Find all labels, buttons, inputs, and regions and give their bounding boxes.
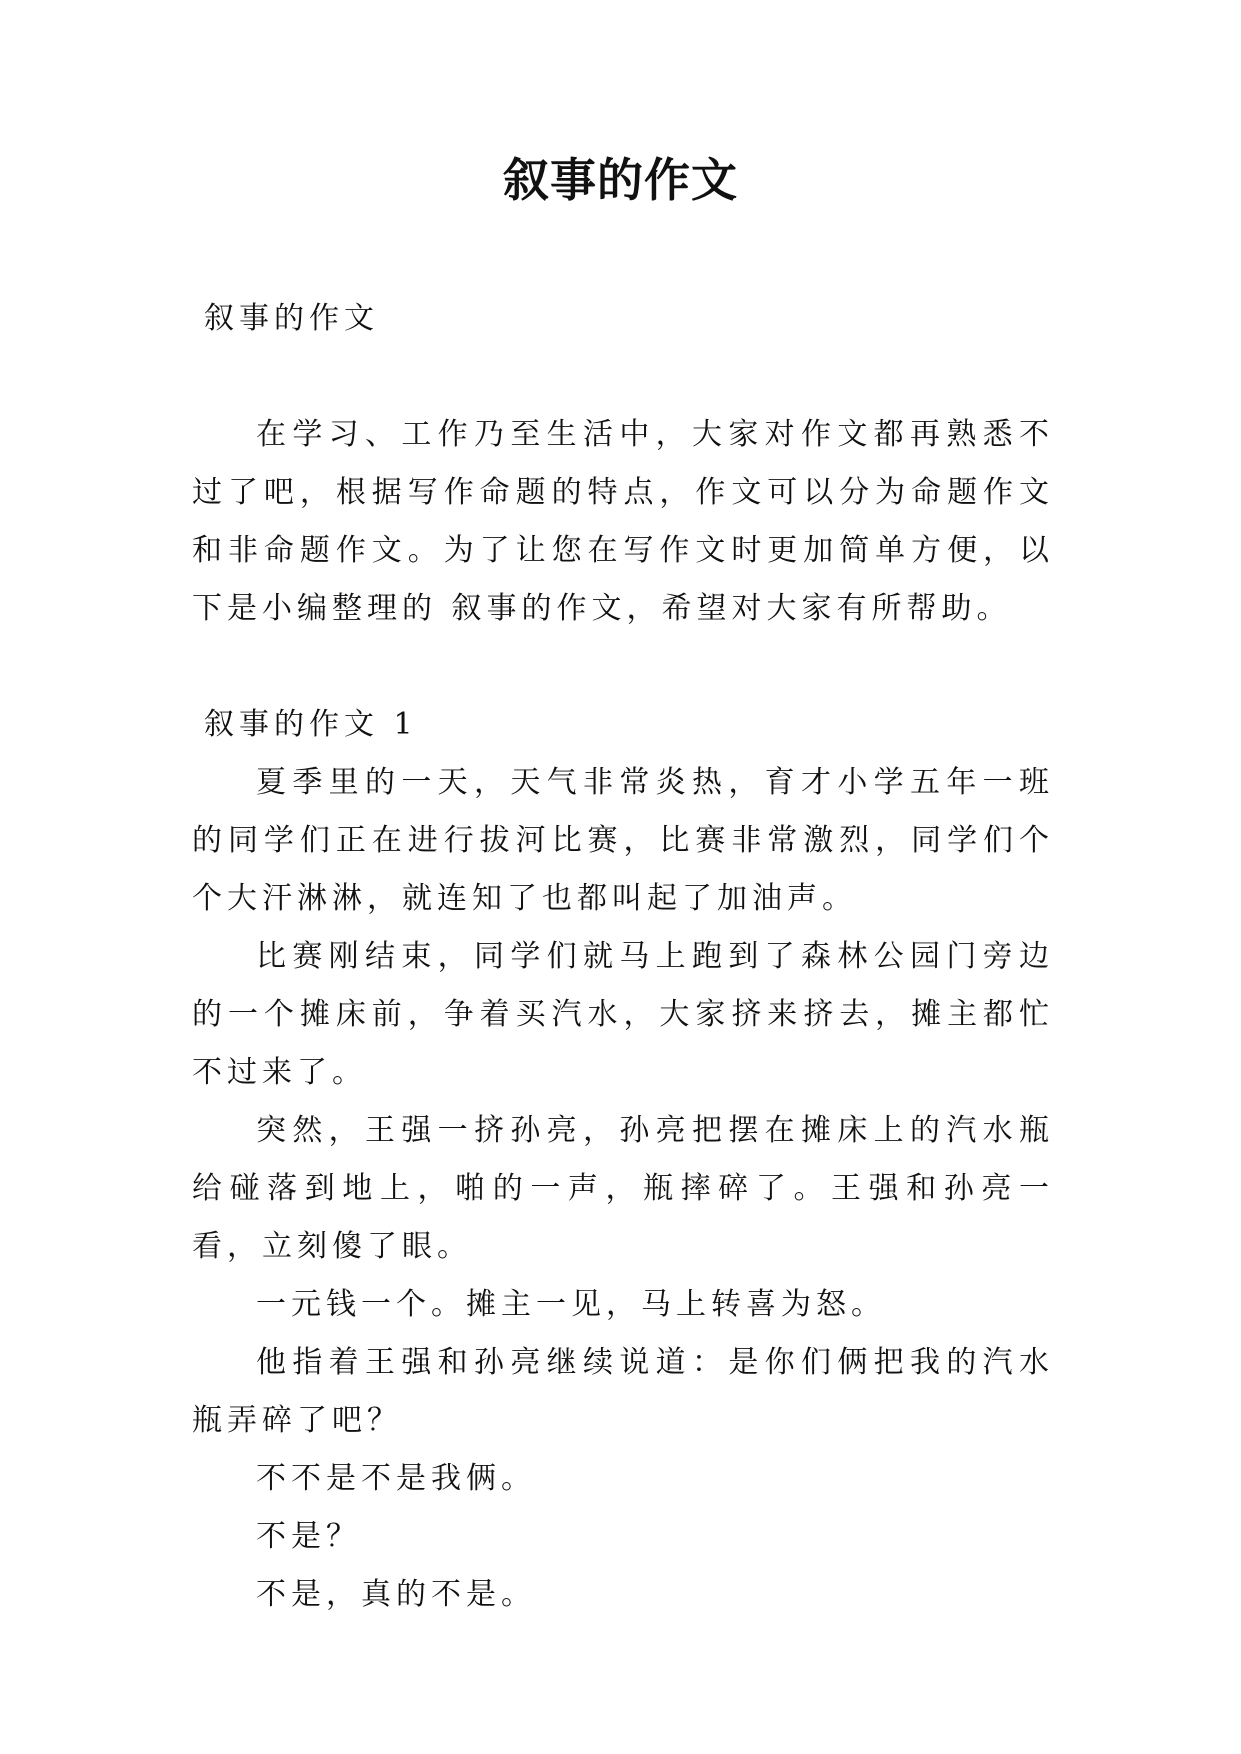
body-paragraph: 夏季里的一天，天气非常炎热，育才小学五年一班的同学们正在进行拔河比赛，比赛非常激烈，同学们个个大汗淋淋，就连知了也都叫起了加油声。 [192, 765, 1054, 916]
body-paragraph: 突然，王强一挤孙亮，孙亮把摆在摊床上的汽水瓶给碰落到地上，啪的一声，瓶摔碎了。王强和孙亮一看，立刻傻了眼。 [192, 1113, 1054, 1264]
body-paragraph: 他指着王强和孙亮继续说道：是你们俩把我的汽水瓶弄碎了吧？ [192, 1345, 1054, 1438]
document-title: 叙事的作文 [503, 153, 738, 207]
document-subtitle: 叙事的作文 [204, 301, 379, 336]
section-heading: 叙事的作文 1 [204, 707, 418, 742]
body-paragraph: 不不是不是我俩。 [256, 1461, 536, 1496]
intro-paragraph: 在学习、工作乃至生活中，大家对作文都再熟悉不过了吧，根据写作命题的特点，作文可以分为命题作文和非命题作文。为了让您在写作文时更加简单方便，以下是小编整理的 叙事的作文，希望对大家有所帮助。 [192, 417, 1054, 626]
body-paragraph: 比赛刚结束，同学们就马上跑到了森林公园门旁边的一个摊床前，争着买汽水，大家挤来挤去，摊主都忙不过来了。 [192, 939, 1054, 1090]
body-paragraph: 一元钱一个。摊主一见，马上转喜为怒。 [256, 1287, 886, 1322]
body-paragraph: 不是？ [256, 1519, 361, 1554]
document-body [192, 290, 1054, 1624]
body-paragraph: 不是，真的不是。 [256, 1577, 536, 1612]
